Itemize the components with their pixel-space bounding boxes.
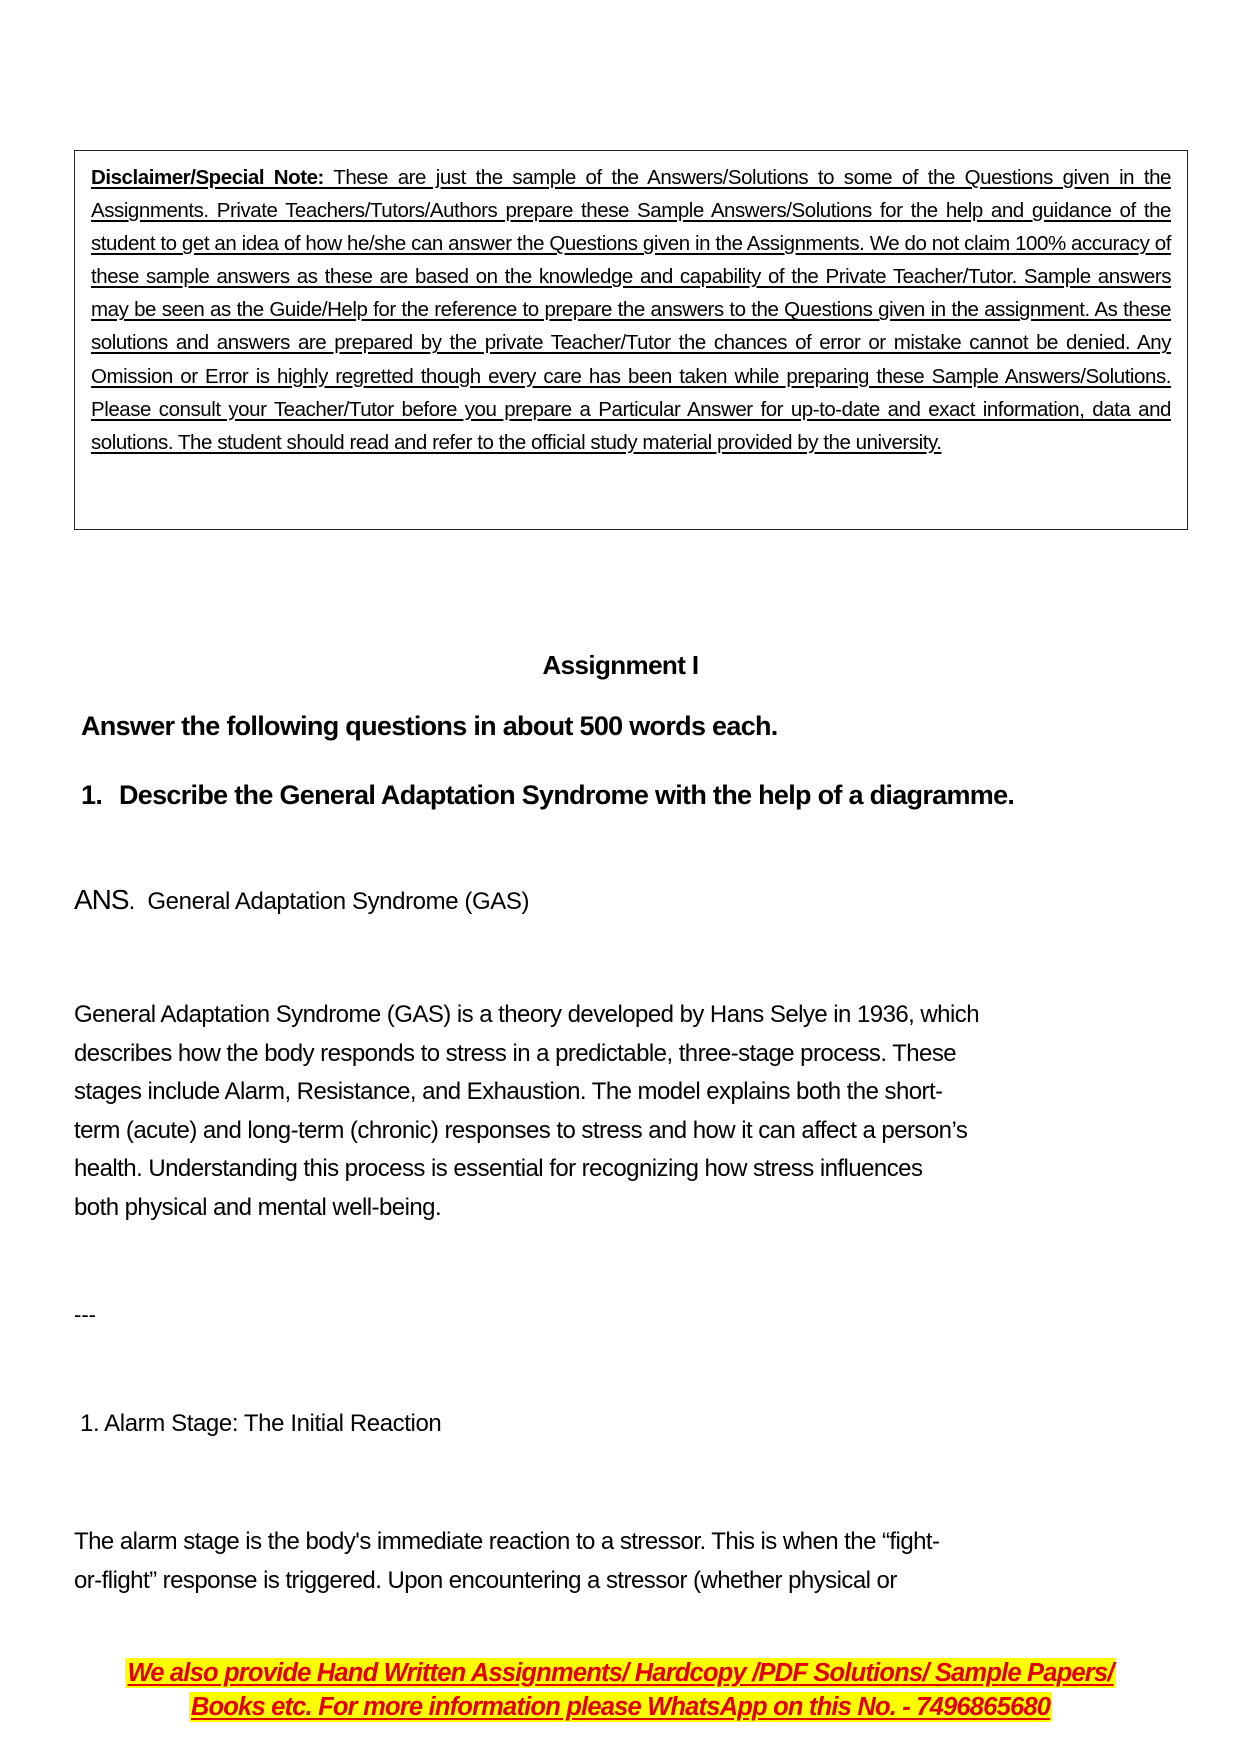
disclaimer-text	[91, 161, 1171, 459]
paragraph-line: stages include Alarm, Resistance, and Exhaustion. The model explains both the short-	[74, 1078, 943, 1105]
question-number: 1.	[81, 780, 103, 810]
promo-footer	[0, 1656, 1241, 1724]
assignment-title: Assignment I	[542, 650, 699, 680]
disclaimer-label: Disclaimer/Special Note:	[91, 166, 324, 189]
paragraph-line: term (acute) and long-term (chronic) responses to stress and how it can affect a person’s	[74, 1116, 968, 1144]
disclaimer-box	[74, 150, 1188, 530]
paragraph-line: describes how the body responds to stress in a predictable, three-stage process. These	[74, 1039, 957, 1067]
question-text: Describe the General Adaptation Syndrome with the help of a diagramme.	[119, 780, 1015, 810]
separator: ---	[74, 1302, 96, 1327]
promo-line-1: We also provide Hand Written Assignments/ Hardcopy /PDF Solutions/ Sample Papers/	[127, 1659, 1114, 1687]
intro-paragraph	[74, 996, 1154, 1227]
assignment-instruction: Answer the following questions in about 500 words each.	[81, 711, 778, 741]
paragraph-line: The alarm stage is the body's immediate reaction to a stressor. This is when the “fight-	[74, 1528, 940, 1555]
question-1	[81, 773, 1061, 817]
alarm-paragraph	[74, 1523, 1154, 1600]
paragraph-line: or-flight” response is triggered. Upon encountering a stressor (whether physical or	[74, 1566, 897, 1594]
promo-line-2: Books etc. For more information please WhatsApp on this No. - 7496865680	[190, 1693, 1051, 1721]
answer-label-suffix: .	[128, 888, 135, 915]
paragraph-line: General Adaptation Syndrome (GAS) is a theory developed by Hans Selye in 1936, which	[74, 1001, 980, 1028]
section-heading-alarm-stage: 1. Alarm Stage: The Initial Reaction	[80, 1410, 442, 1437]
disclaimer-body: These are just the sample of the Answers/Solutions to some of the Questions given in the Assignments. Private Teachers/Tutors/Authors prepare these Sample Answers/Solutions for the help and guidance of the student to get an idea of how he/she can answer the Questions given in the Assignments. We do not claim 100% accuracy of these sample answers as these are based on the knowledge and capability of the Private Teacher/Tutor. Sample answers may be seen as the Guide/Help for the reference to prepare the answers to the Questions given in the assignment. As these solutions and answers are prepared by the private Teacher/Tutor the chances of error or mistake cannot be denied. Any Omission or Error is highly regretted though every care has been taken while preparing these Sample Answers/Solutions. Please consult your Teacher/Tutor before you prepare a Particular Answer for up-to-date and exact information, data and solutions. The student should read and refer to the official study material provided by the university.	[91, 166, 1171, 454]
answer-heading	[74, 884, 529, 916]
answer-label: ANS	[74, 884, 129, 915]
answer-title: General Adaptation Syndrome (GAS)	[147, 888, 530, 915]
paragraph-line: both physical and mental well-being.	[74, 1193, 442, 1221]
paragraph-line: health. Understanding this process is essential for recognizing how stress influences	[74, 1155, 923, 1182]
